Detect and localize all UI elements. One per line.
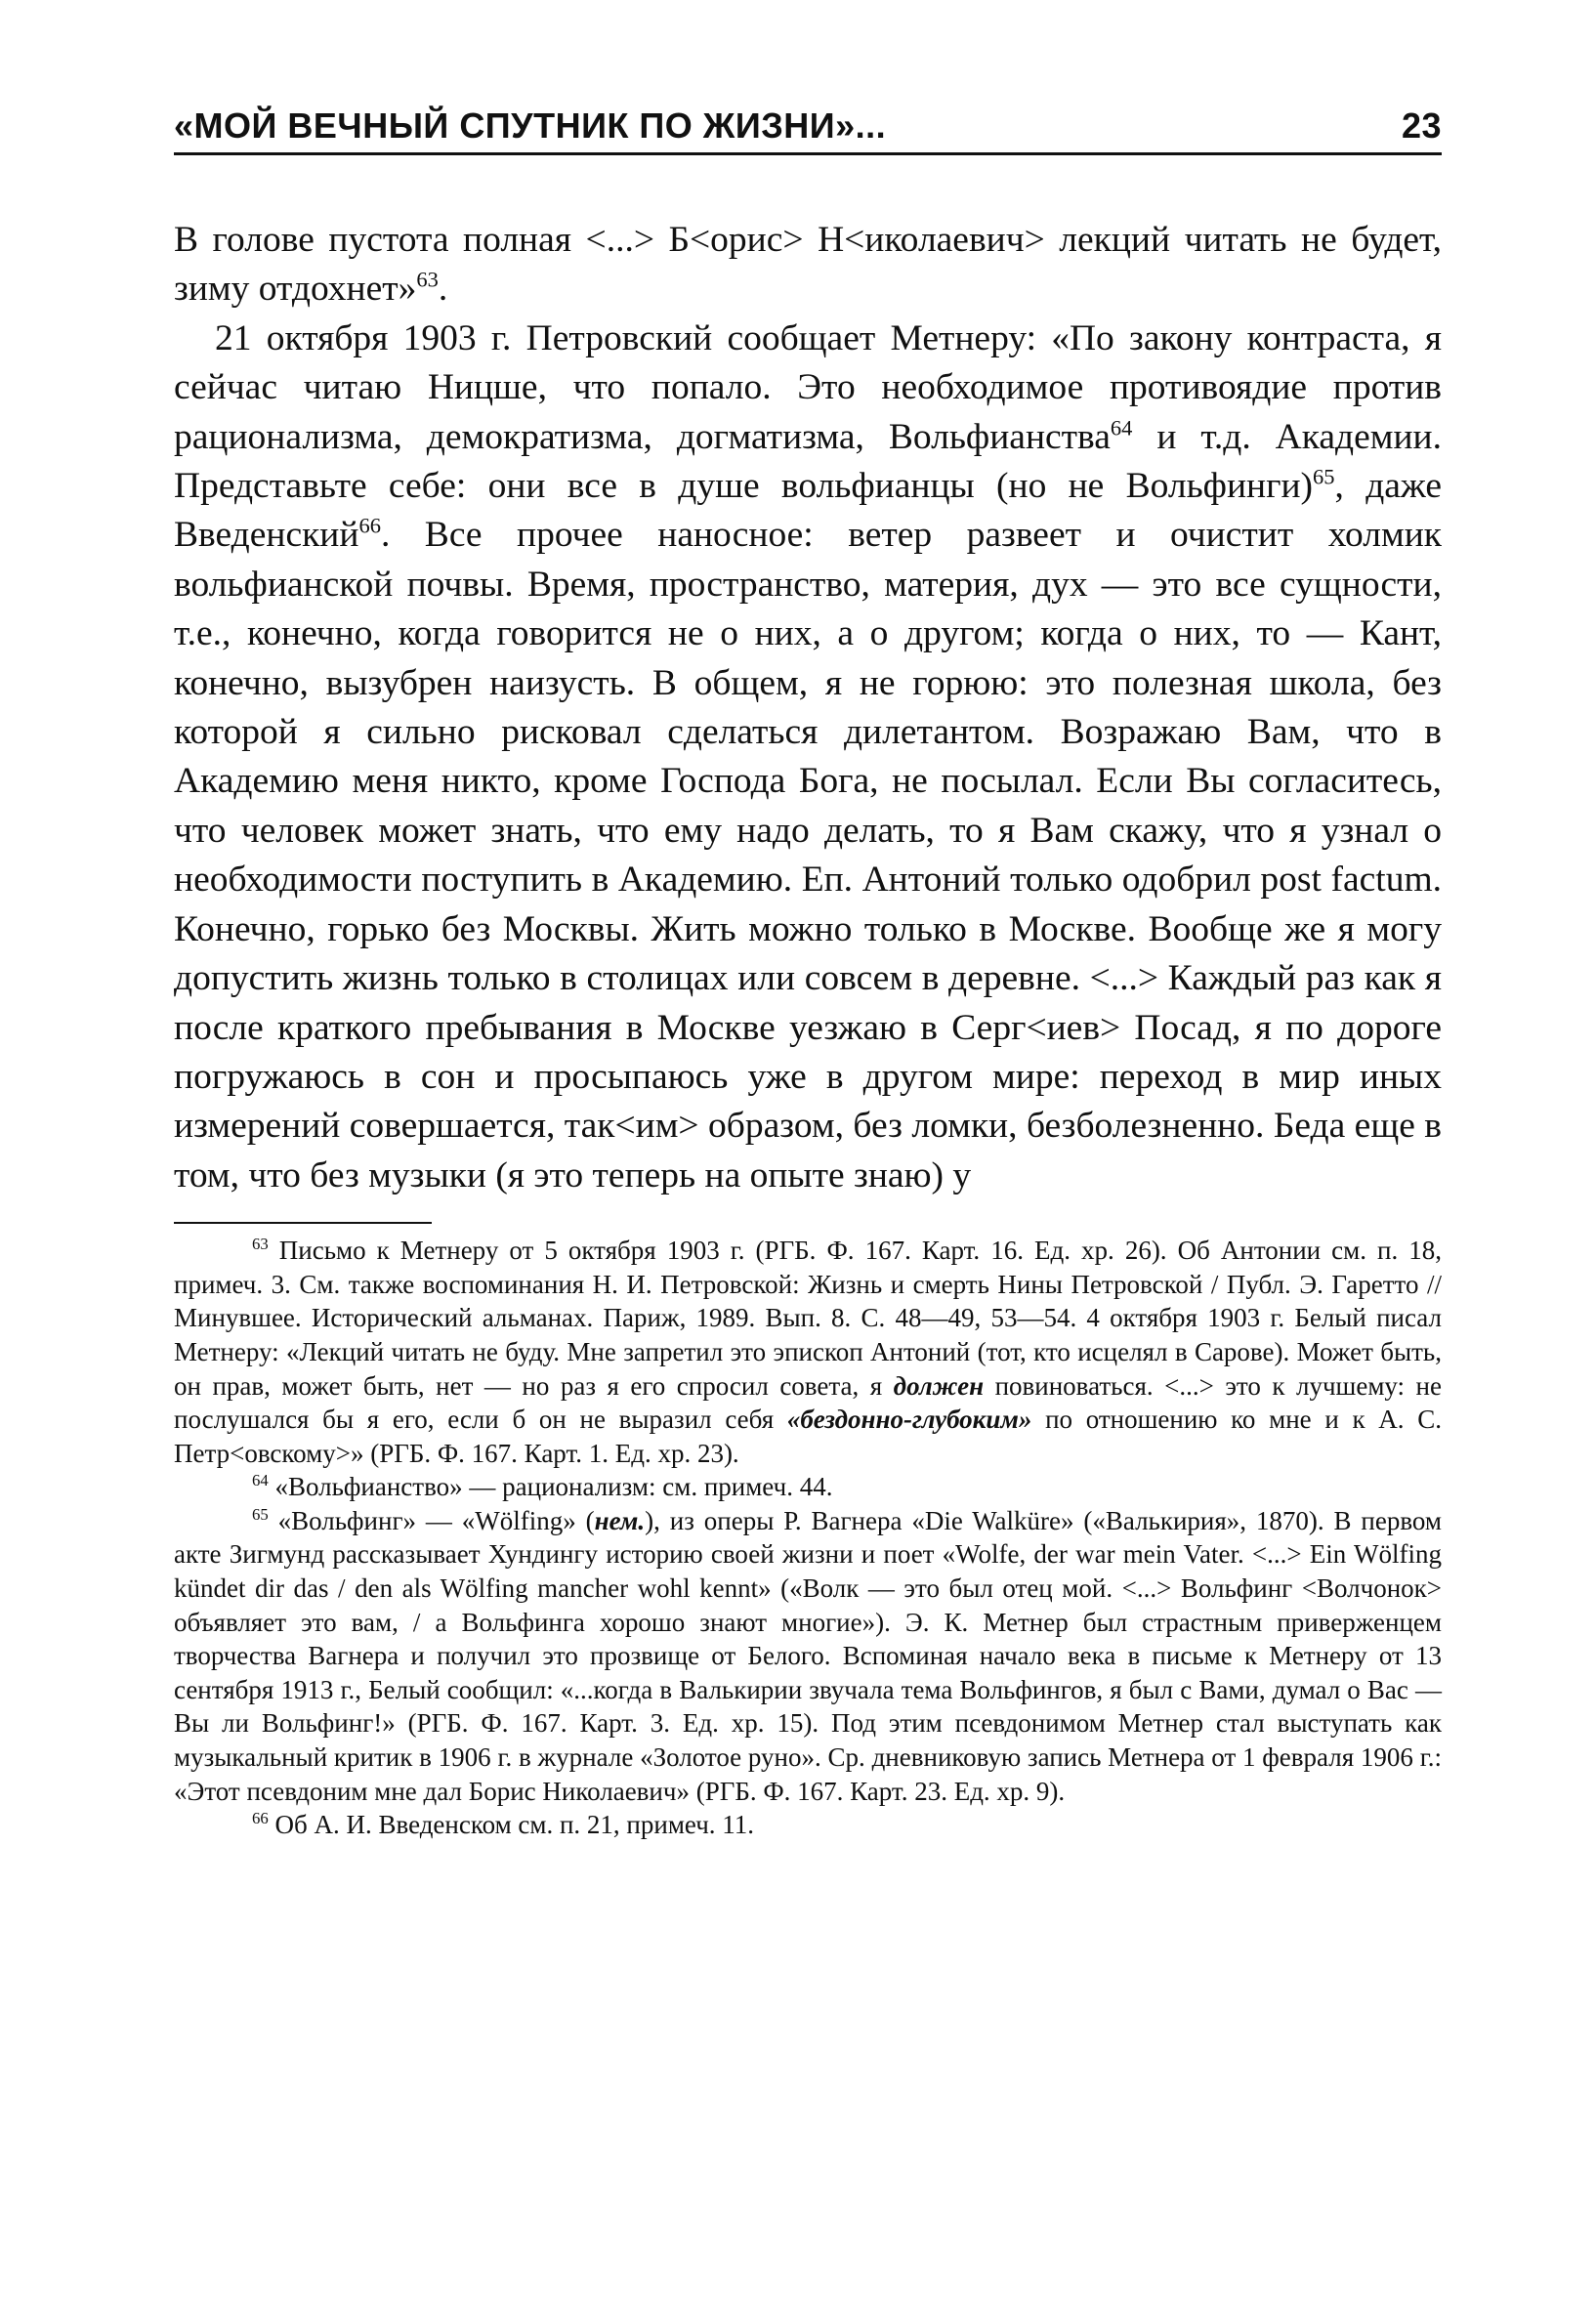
footnote-number: 65 xyxy=(252,1504,269,1524)
footnote-66: $^{66}$ Об А. И. Введенском см. п. 21, примеч. 11. xyxy=(252,1809,755,1840)
running-title: «МОЙ ВЕЧНЫЙ СПУТНИК ПО ЖИЗНИ»... xyxy=(174,105,887,146)
paragraph-2: 21 октября 1903 г. Петровский сообщает Метнеру: «По закону контраста, я сейчас читаю Ницше, что попало. Это необходимое противоядие против рационализма, демократизма, догматизма, Вольфианства$^{64}$ и т.д. Академии. Представьте себе: они все в душе вольфианцы (но не Вольфинги)$^{65}$, даже Введенский$^{66}$. Все прочее наносное: ветер развеет и очистит холмик вольфианской почвы. Время, пространство, материя, дух — это все сущности, т.е., конечно, когда говорится не о них, а о другом; когда о них, то — Кант, конечно, вызубрен наизусть. В общем, я не горюю: это полезная школа, без которой я сильно рисковал сделаться дилетантом. Возражаю Вам, что в Академию меня никто, кроме Господа Бога, не посылал. Если Вы согласитесь, что человек может знать, что ему надо делать, то я Вам скажу, что я узнал о необходимости поступить в Академию. Еп. Антоний только одобрил post factum. Конечно, горько без Москвы. Жить можно только в Москве. Вообще же я могу допустить жизнь только в столицах или совсем в деревне. <...> Каждый раз как я после краткого пребывания в Москве уезжаю в Серг<иев> Посад, я по дороге погружаюсь в сон и просыпаюсь уже в другом мире: переход в мир иных измерений совершается, так<им> образом, без ломки, безболезненно. Беда еще в том, что без музыки (я это теперь на опыте знаю) у xyxy=(174,317,1443,1195)
footnote-64: $^{64}$ «Вольфианство» — рационализм: см. примеч. 44. xyxy=(252,1471,833,1502)
footnote-ref-64: 64 xyxy=(1110,415,1133,440)
footnote-number: 66 xyxy=(252,1809,269,1828)
page-number: 23 xyxy=(1401,105,1442,146)
footnotes xyxy=(174,1234,1442,1842)
footnote-63: $^{63}$ Письмо к Метнеру от 5 октября 1903 г. (РГБ. Ф. 167. Карт. 16. Ед. хр. 26). Об Антонии см. п. 18, примеч. 3. См. также воспоминания Н. И. Петровской: Жизнь и смерть Нины Петровской / Публ. Э. Гаретто // Минувшее. Исторический альманах. Париж, 1989. Вып. 8. С. 48—49, 53—54. 4 октября 1903 г. Белый писал Метнеру: «Лекций читать не буду. Мне запретил это эпископ Антоний (тот, кто исцелял в Сарове). Может быть, он прав, может быть, нет — но раз я его спросил совета, я должен повиноваться. <...> это к лучшему: не послушался бы я его, если б он не выразил себя «бездонно-глубоким» по отношению ко мне и к А. С. Петр<овскому>» (РГБ. Ф. 167. Карт. 1. Ед. хр. 23). xyxy=(174,1235,1443,1468)
paragraph-1: В голове пустота полная <...> Б<орис> Н<иколаевич> лекций читать не будет, зиму отдохнет»$^{63}$. xyxy=(174,220,1442,310)
footnote-number: 64 xyxy=(252,1471,269,1490)
footnote-ref-63: 63 xyxy=(416,267,439,292)
footnote-number: 63 xyxy=(252,1235,269,1254)
book-page xyxy=(174,105,1442,2274)
footnote-65: $^{65}$ «Вольфинг» — «Wölfing» (нем.), из оперы Р. Вагнера «Die Walküre» («Валькирия», 1870). В первом акте Зигмунд рассказывает Хундингу историю своей жизни и поет «Wolfe, der war mein Vater. <...> Ein Wölfing kündet dir das / den als Wölfing mancher wohl kennt» («Волк — это был отец мой. <...> Вольфинг <Волчонок> объявляет это вам, / а Вольфинга хорошо знают многие»). Э. К. Метнер был страстным приверженцем творчества Вагнера и получил это прозвище от Белого. Вспоминая начало века в письме к Метнеру от 13 сентября 1913 г., Белый сообщил: «...когда в Валькирии звучала тема Вольфингов, я был с Вами, думал о Вас — Вы ли Вольфинг!» (РГБ. Ф. 167. Карт. 3. Ед. хр. 15). Под этим псевдонимом Метнер стал выступать как музыкальный критик в 1906 г. в журнале «Золотое руно». Ср. дневниковую запись Метнера от 1 февраля 1906 г.: «Этот псевдоним мне дал Борис Николаевич» (РГБ. Ф. 167. Карт. 23. Ед. хр. 9). xyxy=(174,1504,1442,1806)
footnote-separator xyxy=(174,1222,432,1224)
running-header xyxy=(174,105,1442,155)
footnote-ref-66: 66 xyxy=(358,513,381,538)
main-text xyxy=(174,216,1442,1200)
footnote-ref-65: 65 xyxy=(1313,464,1335,489)
